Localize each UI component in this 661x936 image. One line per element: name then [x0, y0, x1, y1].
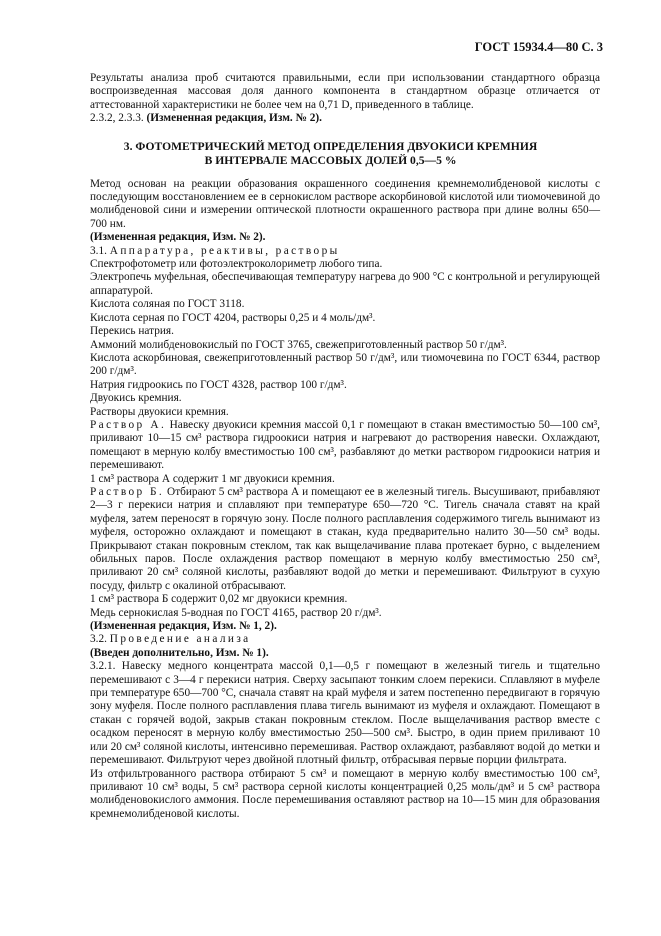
- paragraph: [90, 486, 600, 593]
- paragraph: Электропечь муфельная, обеспечивающая температуру нагрева до 900 °С с контрольной и регулирующей аппаратурой.: [90, 271, 600, 297]
- paragraph: Медь сернокислая 5-водная по ГОСТ 4165, раствор 20 г/дм³.: [90, 606, 382, 619]
- paragraph: Аммоний молибденовокислый по ГОСТ 3765, свежеприготовленный раствор 50 г/дм³.: [90, 338, 507, 351]
- clause-number: 3.2.: [90, 633, 110, 646]
- paragraph: 1 см³ раствора Б содержит 0,02 мг двуокиси кремния.: [90, 593, 348, 606]
- subsection-title: Проведение анализа: [109, 633, 251, 646]
- paragraph: 1 см³ раствора А содержит 1 мг двуокиси кремния.: [90, 472, 335, 485]
- paragraph: Перекись натрия.: [90, 325, 174, 338]
- paragraph: Спектрофотометр или фотоэлектроколориметр любого типа.: [90, 258, 383, 271]
- amendment-note: (Введен дополнительно, Изм. № 1).: [90, 646, 269, 659]
- amendment-note: (Измененная редакция, Изм. № 2).: [146, 112, 322, 125]
- clause-number: 3.1.: [90, 244, 110, 257]
- page-header: ГОСТ 15934.4—80 С. 3: [474, 40, 603, 54]
- paragraph-text: Отбирают 5 см³ раствора А и помещают ее в железный тигель. Высушивают, прибавляют 2—3 г перекиси натрия и сплавляют при температуре 650—720 °С. Тигель сначала ставят на край муфеля, затем переносят в горячую зону. После полного расплавления содержимого тигель вынимают из муфеля, осторожно охлаждают и помещают в стакан, куда предварительно налито 30—50 см³ воды. Прикрывают стакан покровным стеклом, так как выщелачивание плава протекает бурно, с выделением обильных паров. После охлаждения раствор помещают в мерную колбу вместимостью 250 см³, приливают 20 см³ соляной кислоты, разбавляют водой до метки и перемешивают. Фильтруют в сухую посуду, фильтр с окалиной отбрасывают.: [90, 485, 600, 592]
- paragraph-text: Навеску двуокиси кремния массой 0,1 г помещают в стакан вместимостью 50—100 см³, приливают 10—15 см³ раствора гидроокиси натрия и нагревают до растворения навески. Охлаждают, помещают в мерную колбу вместимостью 100 см³, разбавляют до метки раствором гидроокиси натрия и перемешивают.: [90, 418, 600, 472]
- section-title: 3. ФОТОМЕТРИЧЕСКИЙ МЕТОД ОПРЕДЕЛЕНИЯ ДВУОКИСИ КРЕМНИЯ: [123, 139, 538, 153]
- amendment-note: (Измененная редакция, Изм. № 2).: [90, 231, 266, 244]
- paragraph: [90, 112, 600, 125]
- clause-number: 2.3.2, 2.3.3.: [90, 112, 147, 125]
- subsection-heading: [90, 633, 600, 646]
- paragraph: Кислота серная по ГОСТ 4204, растворы 0,25 и 4 моль/дм³.: [90, 311, 376, 324]
- paragraph: Результаты анализа проб считаются правильными, если при использовании стандартного образца воспроизведенная массовая доля данного компонента в стандартном образце отличается от аттестованной характеристики не более чем на 0,71 D, приведенного в таблице.: [90, 72, 600, 111]
- subsection-heading: [90, 245, 600, 258]
- paragraph: Кислота соляная по ГОСТ 3118.: [90, 298, 245, 311]
- amendment-note: (Измененная редакция, Изм. № 1, 2).: [90, 620, 277, 633]
- paragraph: 3.2.1. Навеску медного концентрата массой 0,1—0,5 г помещают в железный тигель и тщательно перемешивают с 3—4 г перекиси натрия. Сверху засыпают тонким слоем перекиси. Сплавляют в муфеле при температуре 650—700 °С, сначала ставят на край муфеля и затем постепенно передвигают в горячую зону муфеля. После полного расплавления плава тигель вынимают из муфеля и охлаждают. Помещают в стакан с горячей водой, закрыв стакан покровным стеклом. После выщелачивания раствор вместе с осадком переносят в мерную колбу вместимостью 250—500 см³. Быстро, в один прием приливают 10 или 20 см³ соляной кислоты, интенсивно перемешивая. Раствор охлаждают, разбавляют водой до метки и перемешивают. Фильтруют через двойной плотный фильтр, отбрасывая первые порции фильтрата.: [90, 660, 600, 767]
- paragraph: Растворы двуокиси кремния.: [90, 405, 229, 418]
- paragraph: Из отфильтрованного раствора отбирают 5 см³ и помещают в мерную колбу вместимостью 100 см³, приливают 10 см³ воды, 5 см³ раствора серной кислоты концентрацией 0,25 моль/дм³ и 5 см³ раствора молибденовокислого аммония. После перемешивания оставляют раствор на 10—15 мин для образования кремнемолибденовой кислоты.: [90, 767, 600, 820]
- document-body: [90, 72, 600, 821]
- paragraph: Двуокись кремния.: [90, 392, 182, 405]
- paragraph: Натрия гидроокись по ГОСТ 4328, раствор 100 г/дм³.: [90, 378, 347, 391]
- paragraph: [90, 419, 600, 473]
- paragraph: Кислота аскорбиновая, свежеприготовленный раствор 50 г/дм³, или тиомочевина по ГОСТ 6344, раствор 200 г/дм³.: [90, 351, 600, 378]
- solution-label: Раствор А.: [90, 418, 167, 431]
- subsection-title: Аппаратура, реактивы, растворы: [109, 244, 340, 257]
- solution-label: Раствор Б.: [90, 485, 165, 498]
- section-subtitle: В ИНТЕРВАЛЕ МАССОВЫХ ДОЛЕЙ 0,5—5 %: [204, 153, 457, 167]
- paragraph: Метод основан на реакции образования окрашенного соединения кремнемолибденовой кислоты с последующим восстановлением ее в сернокислом растворе аскорбиновой кислотой или тиомочевиной до молибденовой сини и измерении оптической плотности окрашенного раствора при длине волны 650—700 нм.: [90, 177, 600, 230]
